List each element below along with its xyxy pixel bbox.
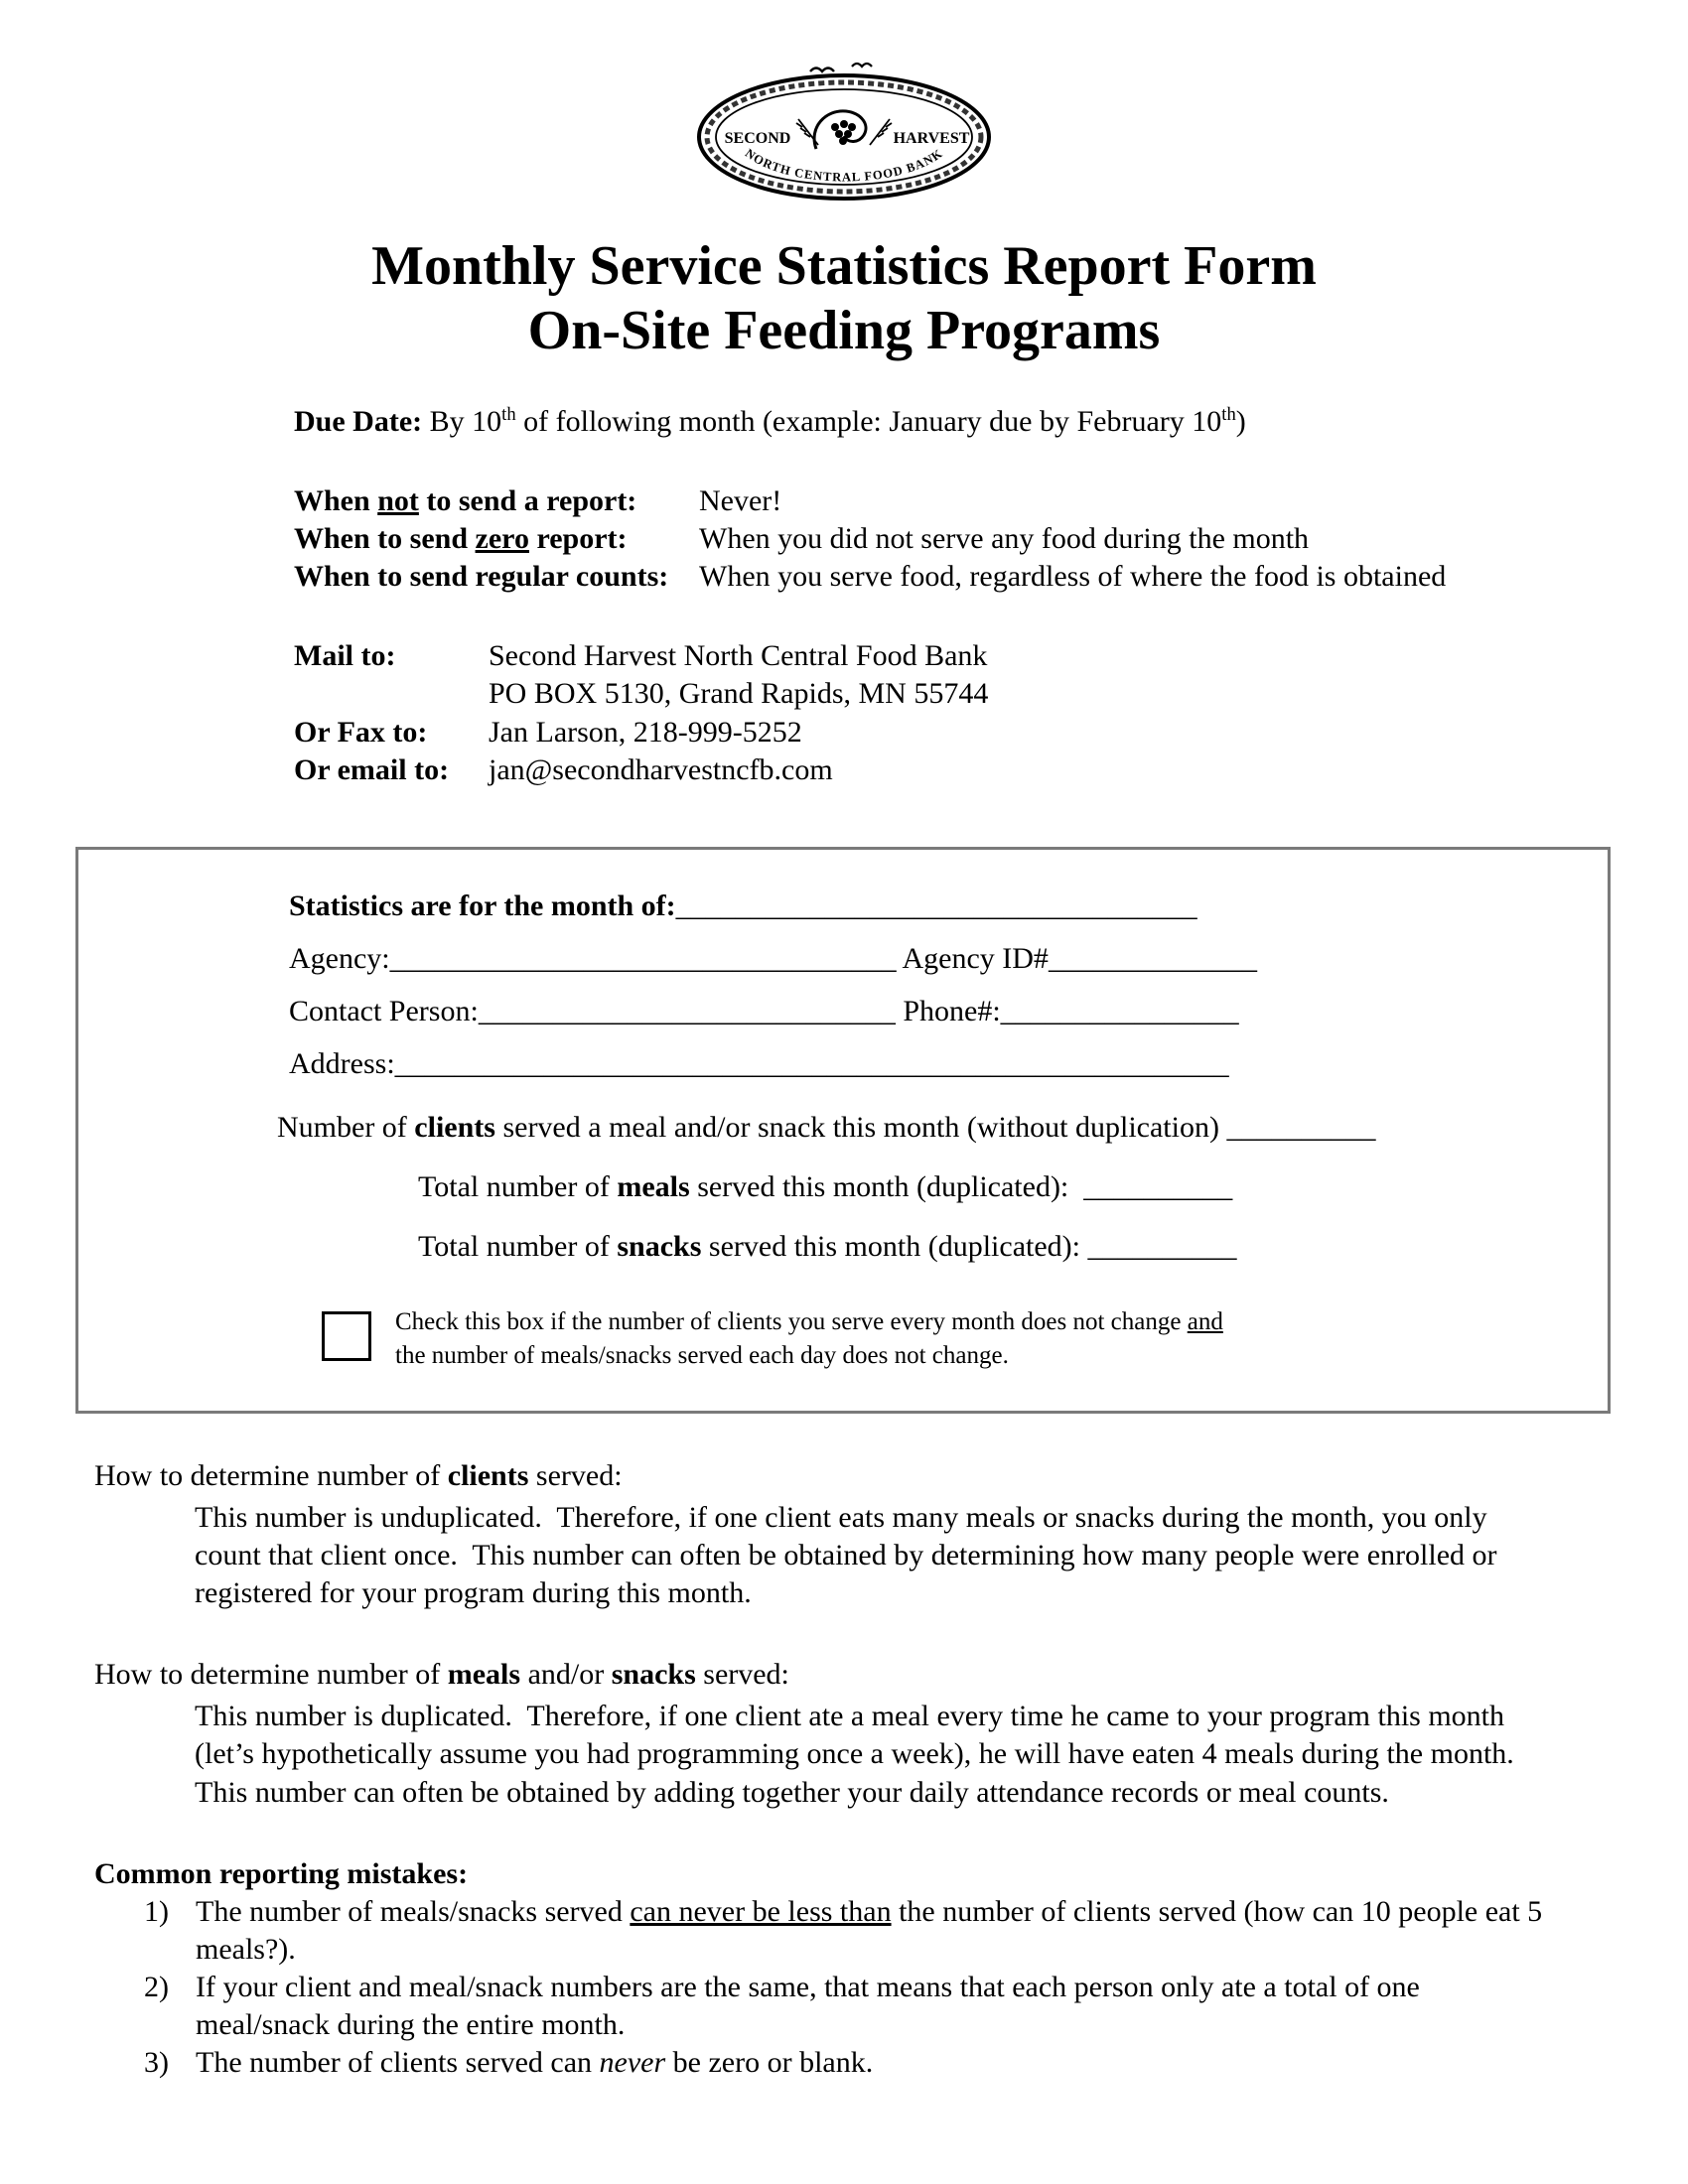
clients-explanation-section — [0, 1457, 1688, 1612]
no-change-checkbox[interactable] — [322, 1311, 371, 1361]
meals-explanation-body: This number is duplicated. Therefore, if one client ate a meal every time he came to your program this month (let’s hypothetically assume you had programming once a week), he will have eaten 4 meals during the month. This number can often be obtained by adding together your daily attendance records or meal counts. — [195, 1700, 1529, 1809]
mistake-item-3 — [144, 2044, 1559, 2082]
mistake-item-1 — [144, 1893, 1559, 1969]
email-value: jan@secondharvestncfb.com — [489, 752, 833, 786]
fax-label: Or Fax to: — [294, 715, 428, 749]
mistake-item-text: If your client and meal/snack numbers are the same, that means that each person only ate a total of one meal/snack during the entire month. — [196, 1970, 1428, 2042]
when-row-value: Never! — [699, 484, 782, 518]
logo-left-text: SECOND — [724, 130, 791, 147]
meals-count-line: Total number of meals served this month (duplicated): __________ — [418, 1170, 1233, 1204]
mail-to-value: Second Harvest North Central Food Bank — [489, 639, 988, 673]
no-change-checkbox-row — [322, 1305, 1578, 1373]
month-field-line: Statistics are for the month of:___________________________________ — [289, 888, 1197, 922]
logo-right-text: HARVEST — [893, 130, 970, 147]
agency-field-line: Agency:__________________________________ Agency ID#______________ — [289, 941, 1257, 975]
mail-address-value: PO BOX 5130, Grand Rapids, MN 55744 — [489, 677, 989, 711]
mistake-item-number: 3) — [144, 2046, 169, 2080]
when-row-label: When to send zero report: — [294, 522, 628, 556]
intro-section — [294, 403, 1688, 789]
snacks-count-line: Total number of snacks served this month (duplicated): __________ — [418, 1230, 1237, 1264]
mistake-item-number: 2) — [144, 1970, 169, 2003]
contact-field-line: Contact Person:____________________________ Phone#:________________ — [289, 994, 1239, 1027]
logo-container — [0, 62, 1688, 212]
logo-bottom-text: NORTH CENTRAL FOOD BANK — [742, 146, 946, 185]
mail-contact-block — [294, 637, 1688, 788]
no-change-checkbox-label: Check this box if the number of clients you serve every month does not change and the number of meals/snacks served each day does not change. — [395, 1308, 1230, 1370]
fax-value: Jan Larson, 218-999-5252 — [489, 715, 802, 749]
mistake-item-2 — [144, 1969, 1559, 2044]
clients-count-line: Number of clients served a meal and/or snack this month (without duplication) __________ — [277, 1111, 1376, 1145]
when-row-never — [294, 482, 1688, 520]
clients-explanation-heading: How to determine number of clients served: — [94, 1458, 623, 1492]
common-mistakes-section — [0, 1855, 1688, 2083]
mistake-item-text: The number of clients served can never be zero or blank. — [196, 2046, 874, 2080]
mail-address-row — [294, 675, 1688, 713]
meals-explanation-section — [0, 1656, 1688, 1811]
form-title — [0, 234, 1688, 363]
mistake-item-number: 1) — [144, 1894, 169, 1928]
fax-row — [294, 714, 1688, 751]
when-row-zero — [294, 520, 1688, 558]
form-title-line2: On-Site Feeding Programs — [527, 300, 1161, 362]
when-row-regular — [294, 558, 1688, 596]
bird-icon — [810, 68, 834, 72]
second-harvest-logo — [695, 62, 993, 203]
svg-text:NORTH CENTRAL FOOD BANK — [743, 146, 945, 184]
mail-to-label: Mail to: — [294, 639, 396, 673]
email-label: Or email to: — [294, 752, 450, 786]
clients-explanation-body: This number is unduplicated. Therefore, if one client eats many meals or snacks during the month, you only count that client once. This number can often be obtained by determining how many people were enrolled or registered for your program during this month. — [195, 1501, 1505, 1610]
email-row — [294, 751, 1688, 789]
mail-address-label — [294, 675, 489, 713]
due-date-line: Due Date: By 10th of following month (example: January due by February 10th) — [294, 404, 1246, 438]
when-row-value: When you serve food, regardless of where the food is obtained — [699, 560, 1447, 594]
address-field-line: Address:________________________________________________________ — [289, 1047, 1229, 1081]
statistics-box — [75, 847, 1611, 1414]
mistake-item-text: The number of meals/snacks served can never be less than the number of clients served (how can 10 people eat 5 meals?). — [196, 1894, 1550, 1966]
when-to-send-table — [294, 482, 1688, 596]
form-title-line1: Monthly Service Statistics Report Form — [371, 235, 1317, 298]
common-mistakes-heading: Common reporting mistakes: — [94, 1856, 469, 1890]
meals-explanation-heading: How to determine number of meals and/or snacks served: — [94, 1658, 789, 1692]
bird-icon — [852, 64, 872, 67]
mail-to-row — [294, 637, 1688, 675]
when-row-label: When not to send a report: — [294, 484, 637, 518]
when-row-label: When to send regular counts: — [294, 560, 669, 594]
when-row-value: When you did not serve any food during the month — [699, 522, 1310, 556]
